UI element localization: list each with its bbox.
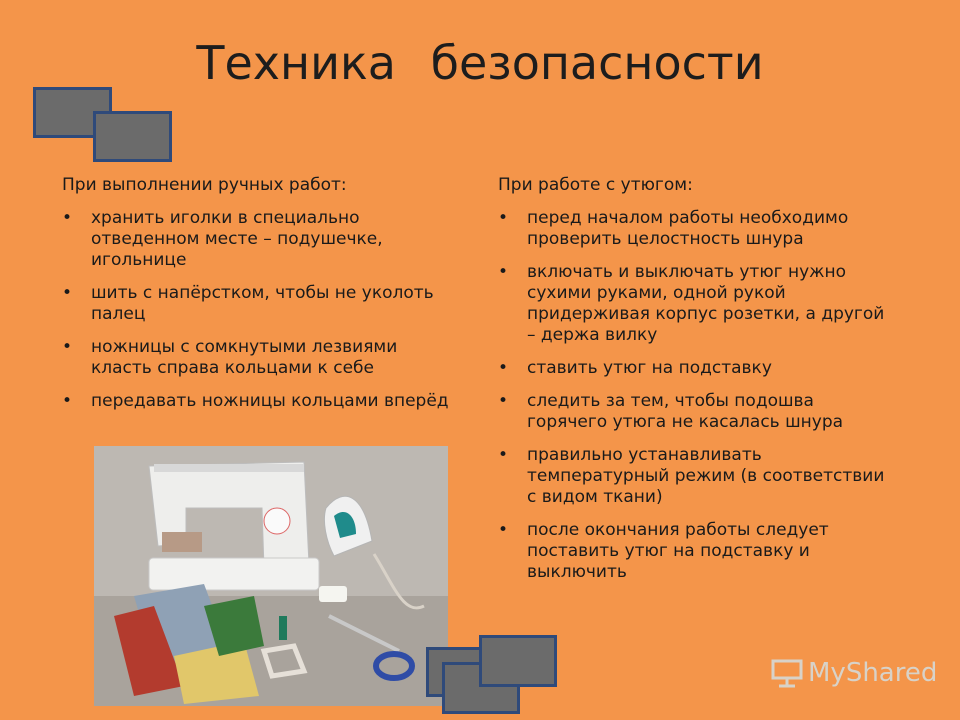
left-bullet-list xyxy=(62,208,462,412)
list-item: • ножницы с сомкнутыми лезвиями класть справа кольцами к себе xyxy=(62,337,462,379)
watermark-text: MyShared xyxy=(808,658,938,688)
watermark-logo xyxy=(770,658,937,688)
sewing-tools-photo xyxy=(94,446,448,706)
left-column xyxy=(62,175,462,424)
list-item: • перед началом работы необходимо проверить целостность шнура xyxy=(498,208,898,250)
list-item: • ставить утюг на подставку xyxy=(498,358,898,379)
presentation-board-icon xyxy=(770,658,804,688)
right-bullet-list xyxy=(498,208,898,583)
list-item: • после окончания работы следует поставить утюг на подставку и выключить xyxy=(498,520,898,583)
left-heading: При выполнении ручных работ: xyxy=(62,175,347,195)
sewing-tools-illustration xyxy=(94,446,448,706)
right-column xyxy=(498,175,898,595)
list-item: • шить с напёрстком, чтобы не уколоть палец xyxy=(62,283,462,325)
list-item: • правильно устанавливать температурный режим (в соответствии с видом ткани) xyxy=(498,445,898,508)
list-item: • передавать ножницы кольцами вперёд xyxy=(62,391,462,412)
list-item: • хранить иголки в специально отведенном месте – подушечке, игольнице xyxy=(62,208,462,271)
list-item: • следить за тем, чтобы подошва горячего утюга не касалась шнура xyxy=(498,391,898,433)
right-heading: При работе с утюгом: xyxy=(498,175,693,195)
decorative-square xyxy=(479,635,557,687)
list-item: • включать и выключать утюг нужно сухими руками, одной рукой придерживая корпус розетки, а другой – держа вилку xyxy=(498,262,898,346)
slide-title: Техника безопасности xyxy=(196,36,764,90)
decorative-square xyxy=(93,111,172,162)
